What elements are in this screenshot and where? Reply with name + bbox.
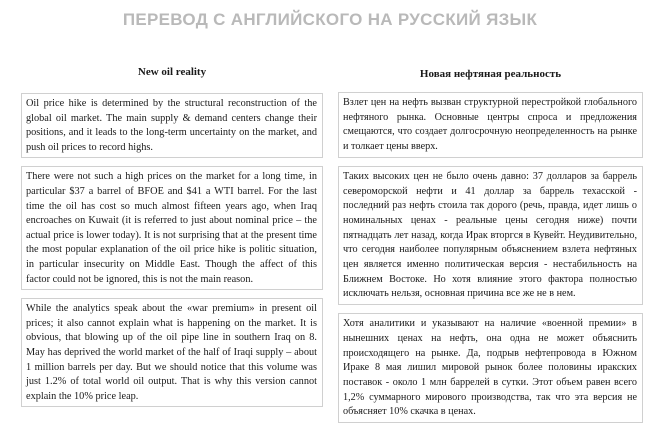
english-title: New oil reality xyxy=(137,66,207,78)
russian-paragraph-1: Взлет цен на нефть вызван структурной перестройкой глобального нефтяного рынка. Основные центры спроса и предложения смещаются, что создает долгосрочную неопределенность на рынке и толкает цены вверх. xyxy=(338,92,643,158)
english-paragraph-2: There were not such a high prices on the market for a long time, in particular $37 a barrel of BFOE and $41 a WTI barrel. For the last time the oil has cost so much almost fifteen years ago, when Iraq encroaches on Kuwait (it is referred to just about nominal price – the actual price is lower today). It is not surprising that at the present time the most popular explanation of the oil price hike is politic situation, in particular insecurity on Middle East. Though the affect of this factor could not be ignored, this is not the main reason. xyxy=(21,166,323,290)
russian-paragraph-3: Хотя аналитики и указывают на наличие «военной премии» в нынешних ценах на нефть, она одна не может объяснить происходящего на рынке. Да, подрыв нефтепровода в Южном Ираке 8 мая лишил мировой рынок более половины иракских поставок - около 1 млн баррелей в сутки. Этот объем равен всего 1,2% суммарного мирового производства, так что эта версия не объясняет 10% скачка в ценах. xyxy=(338,313,643,423)
english-paragraph-3: While the analytics speak about the «war premium» in present oil prices; it also cannot explain what is happening on the market. It is obvious, that blowing up of the oil pipe line in southern Iraq on 8. May has deprived the world market of the half of Iraqi supply – about 1 million barrels per day. But we should notice that this volume was just 1.2% of total world oil output. That is why this version cannot explain the 10% price leap. xyxy=(21,298,323,407)
english-paragraph-1: Oil price hike is determined by the structural reconstruction of the global oil market. The main supply & demand centers change their positions, and it leads to the long-term uncertainty on the market, and push oil prices to record highs. xyxy=(21,93,323,158)
russian-column xyxy=(338,60,643,431)
russian-title: Новая нефтяная реальность xyxy=(419,68,562,80)
page-title: ПЕРЕВОД С АНГЛИЙСКОГО НА РУССКИЙ ЯЗЫК xyxy=(122,10,538,29)
russian-paragraph-2: Таких высоких цен не было очень давно: 37 долларов за баррель североморской нефти и 41 доллар за баррель техасской - последний раз нефть стоила так дорого (речь, правда, идет лишь о номинальных ценах - реальные цены сегодня ниже) почти пятнадцать лет назад, когда Ирак вторгся в Кувейт. Неудивительно, что сегодня наиболее популярным объяснением взлета нефтяных цен является именно политическая версия - нестабильность на Ближнем Востоке. Но хотя влияние этого фактора полностью исключать нельзя, основная причина все же не в нем. xyxy=(338,166,643,305)
english-column xyxy=(21,60,323,415)
